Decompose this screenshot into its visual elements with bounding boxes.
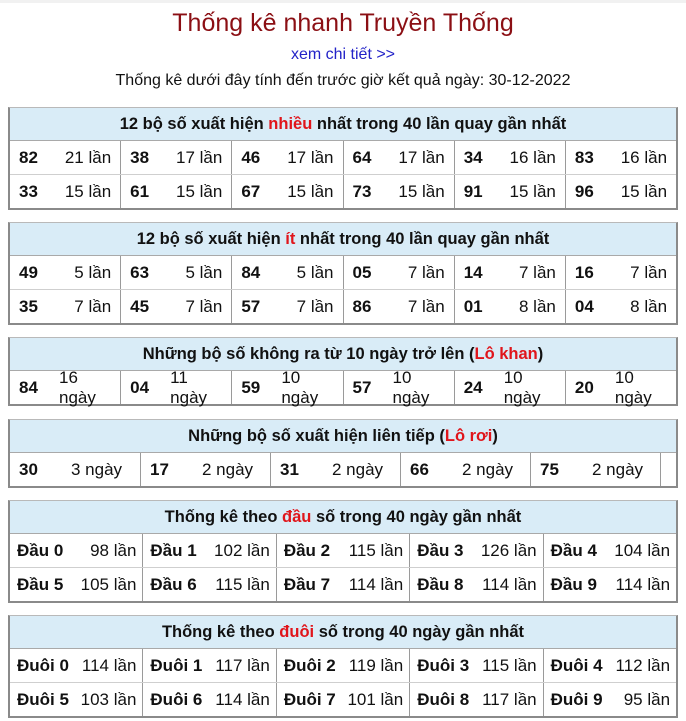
number-label: 05: [352, 262, 372, 282]
number-label: 67: [241, 181, 261, 201]
number-label: 83: [574, 147, 594, 167]
number-label: 73: [352, 181, 372, 201]
stat-cell: [10, 568, 142, 601]
stat-cell: [231, 256, 342, 289]
table-row: [10, 141, 676, 174]
number-label: Đuôi 7: [283, 689, 336, 709]
number-label: 66: [410, 459, 429, 479]
count-value: 8 lần: [630, 296, 668, 316]
number-label: 04: [574, 296, 594, 316]
stat-cell: [400, 453, 530, 486]
stat-cell: [10, 649, 142, 682]
table-row: [10, 289, 676, 323]
number-label: Đầu 0: [17, 540, 64, 560]
stat-cell: [276, 568, 409, 601]
section-heading: Thống kê theo đầu số trong 40 ngày gần nhất: [10, 501, 676, 534]
section-heading: Những bộ số xuất hiện liên tiếp (Lô rơi): [10, 420, 676, 453]
number-label: Đầu 5: [17, 574, 64, 594]
count-value: 17 lần: [176, 147, 223, 167]
stat-cell: [454, 367, 565, 407]
number-label: 31: [280, 459, 299, 479]
stat-cell: [565, 290, 676, 323]
number-label: 33: [19, 181, 38, 201]
count-value: 2 ngày: [332, 459, 384, 479]
stat-cell: [142, 649, 275, 682]
count-value: 2 ngày: [462, 459, 514, 479]
stat-cell: [454, 141, 565, 174]
stat-cell: [565, 256, 676, 289]
stat-cell: [409, 568, 542, 601]
stat-cell: [120, 367, 231, 407]
stat-cell: [10, 534, 142, 567]
count-value: 103 lần: [80, 689, 137, 709]
page-title: Thống kê nhanh Truyền Thống: [172, 9, 514, 37]
number-label: Đầu 6: [150, 574, 197, 594]
stat-cell: [10, 683, 142, 716]
count-value: 114 lần: [615, 574, 671, 594]
stat-cell: [10, 256, 120, 289]
number-label: 04: [130, 377, 150, 397]
count-value: 21 lần: [64, 147, 112, 167]
stat-cell: [120, 175, 231, 208]
count-value: 16 lần: [509, 147, 556, 167]
count-value: 8 lần: [518, 296, 556, 316]
stat-cell: [10, 290, 120, 323]
stat-cell: [343, 141, 454, 174]
table-row: [10, 534, 676, 567]
count-value: 105 lần: [80, 574, 137, 594]
count-value: 101 lần: [347, 689, 404, 709]
number-label: Đầu 7: [283, 574, 331, 594]
number-label: Đuôi 8: [417, 689, 470, 709]
count-value: 15 lần: [620, 181, 668, 201]
number-label: 20: [574, 377, 594, 397]
table-row: [10, 682, 676, 716]
number-label: 57: [352, 377, 372, 397]
stat-cell: [231, 175, 342, 208]
count-value: 17 lần: [287, 147, 334, 167]
lo-khan-table: [8, 337, 678, 406]
count-value: 15 lần: [287, 181, 334, 201]
least-frequent-table: [8, 222, 678, 325]
count-value: 95 lần: [623, 689, 671, 709]
count-value: 15 lần: [176, 181, 223, 201]
table-row: [10, 649, 676, 682]
number-label: 45: [130, 296, 150, 316]
number-label: 01: [463, 296, 483, 316]
section-heading: 12 bộ số xuất hiện nhiều nhất trong 40 lần quay gần nhất: [10, 108, 676, 141]
count-value: 114 lần: [482, 574, 537, 594]
count-value: 7 lần: [518, 262, 556, 282]
table-row: [10, 174, 676, 208]
stat-cell: [276, 683, 409, 716]
table-row: [10, 567, 676, 601]
section-heading: Những bộ số không ra từ 10 ngày trở lên (Lô khan): [10, 338, 676, 371]
stat-cell: [543, 649, 676, 682]
section-heading: Thống kê theo đuôi số trong 40 ngày gần nhất: [10, 616, 676, 649]
count-value: 7 lần: [185, 296, 223, 316]
count-value: 5 lần: [296, 262, 334, 282]
number-label: 91: [463, 181, 483, 201]
stat-cell: [543, 534, 676, 567]
count-value: 117 lần: [482, 689, 537, 709]
stat-cell: [142, 534, 275, 567]
table-row: [10, 367, 676, 407]
top-divider: [0, 0, 686, 3]
count-value: 5 lần: [185, 262, 223, 282]
count-value: 7 lần: [74, 296, 112, 316]
count-value: 15 lần: [64, 181, 112, 201]
count-value: 7 lần: [407, 296, 445, 316]
number-label: 86: [352, 296, 372, 316]
stat-cell: [10, 141, 120, 174]
count-value: 15 lần: [509, 181, 556, 201]
number-label: 49: [19, 262, 38, 282]
number-label: Đầu 2: [283, 540, 331, 560]
number-label: Đuôi 4: [550, 655, 603, 675]
count-value: 2 ngày: [202, 459, 254, 479]
number-label: 84: [241, 262, 261, 282]
count-value: 104 lần: [614, 540, 671, 560]
number-label: 30: [19, 459, 38, 479]
number-label: Đầu 4: [550, 540, 597, 560]
stat-cell: [530, 453, 660, 486]
number-label: Đuôi 9: [550, 689, 603, 709]
number-label: 17: [150, 459, 169, 479]
number-label: Đầu 8: [417, 574, 464, 594]
count-value: 114 lần: [348, 574, 404, 594]
stat-cell: [543, 568, 676, 601]
count-value: 119 lần: [348, 655, 404, 675]
number-label: 96: [574, 181, 594, 201]
stat-cell: [142, 683, 275, 716]
empty-cell: [660, 453, 676, 486]
count-value: 10 ngày: [392, 367, 430, 407]
number-label: 59: [241, 377, 261, 397]
stat-cell: [454, 290, 565, 323]
number-label: 35: [19, 296, 38, 316]
count-value: 98 lần: [90, 540, 137, 560]
lo-roi-table: [8, 419, 678, 488]
stat-cell: [270, 453, 400, 486]
stat-cell: [142, 568, 275, 601]
page-subtitle: Thống kê dưới đây tính đến trước giờ kết quả ngày: 30-12-2022: [115, 72, 571, 89]
stat-cell: [10, 175, 120, 208]
count-value: 3 ngày: [71, 459, 123, 479]
count-value: 7 lần: [407, 262, 445, 282]
number-label: Đầu 9: [550, 574, 597, 594]
number-label: Đuôi 0: [17, 655, 69, 675]
stat-cell: [276, 534, 409, 567]
count-value: 102 lần: [214, 540, 270, 560]
stat-cell: [343, 367, 454, 407]
stat-cell: [565, 175, 676, 208]
number-label: 63: [130, 262, 150, 282]
stat-cell: [454, 175, 565, 208]
number-label: 14: [463, 262, 483, 282]
number-label: 57: [241, 296, 261, 316]
number-label: 16: [574, 262, 594, 282]
stat-cell: [343, 290, 454, 323]
number-label: 24: [463, 377, 483, 397]
stat-cell: [409, 683, 542, 716]
stat-cell: [120, 256, 231, 289]
count-value: 112 lần: [615, 655, 671, 675]
count-value: 115 lần: [348, 540, 404, 560]
count-value: 16 ngày: [59, 367, 96, 407]
stat-cell: [343, 175, 454, 208]
count-value: 114 lần: [215, 689, 270, 709]
count-value: 15 lần: [398, 181, 445, 201]
number-label: 84: [19, 377, 38, 397]
number-label: 38: [130, 147, 150, 167]
number-label: 61: [130, 181, 150, 201]
number-label: 64: [352, 147, 372, 167]
count-value: 11 ngày: [170, 367, 208, 407]
count-value: 10 ngày: [503, 367, 541, 407]
stat-cell: [120, 290, 231, 323]
number-label: Đuôi 3: [417, 655, 470, 675]
number-label: Đuôi 1: [150, 655, 203, 675]
count-value: 115 lần: [215, 574, 270, 594]
number-label: 82: [19, 147, 38, 167]
number-label: Đầu 3: [417, 540, 464, 560]
count-value: 2 ngày: [592, 459, 644, 479]
count-value: 117 lần: [215, 655, 270, 675]
number-label: Đuôi 6: [150, 689, 203, 709]
stat-cell: [10, 453, 140, 486]
table-row: [10, 256, 676, 289]
stat-cell: [543, 683, 676, 716]
stat-cell: [140, 453, 270, 486]
count-value: 126 lần: [480, 540, 537, 560]
count-value: 17 lần: [398, 147, 445, 167]
count-value: 10 ngày: [614, 367, 652, 407]
number-label: Đuôi 2: [283, 655, 336, 675]
number-label: 34: [463, 147, 483, 167]
view-details-link[interactable]: xem chi tiết >>: [290, 46, 396, 63]
stat-cell: [343, 256, 454, 289]
number-label: 75: [540, 459, 559, 479]
stat-cell: [231, 367, 342, 407]
count-value: 7 lần: [296, 296, 334, 316]
count-value: 115 lần: [482, 655, 537, 675]
count-value: 16 lần: [620, 147, 668, 167]
table-row: [10, 453, 676, 486]
stat-cell: [409, 534, 542, 567]
stat-cell: [409, 649, 542, 682]
stat-cell: [231, 141, 342, 174]
most-frequent-table: [8, 107, 678, 210]
section-heading: 12 bộ số xuất hiện ít nhất trong 40 lần quay gần nhất: [10, 223, 676, 256]
count-value: 7 lần: [630, 262, 668, 282]
stat-cell: [565, 141, 676, 174]
stat-cell: [231, 290, 342, 323]
stat-cell: [565, 367, 676, 407]
stat-cell: [276, 649, 409, 682]
count-value: 114 lần: [81, 655, 137, 675]
number-label: 46: [241, 147, 261, 167]
count-value: 5 lần: [74, 262, 112, 282]
stat-cell: [120, 141, 231, 174]
stat-cell: [10, 367, 120, 407]
head-digit-table: [8, 500, 678, 603]
count-value: 10 ngày: [281, 367, 319, 407]
stat-cell: [454, 256, 565, 289]
number-label: Đầu 1: [150, 540, 197, 560]
number-label: Đuôi 5: [17, 689, 69, 709]
tail-digit-table: [8, 615, 678, 718]
